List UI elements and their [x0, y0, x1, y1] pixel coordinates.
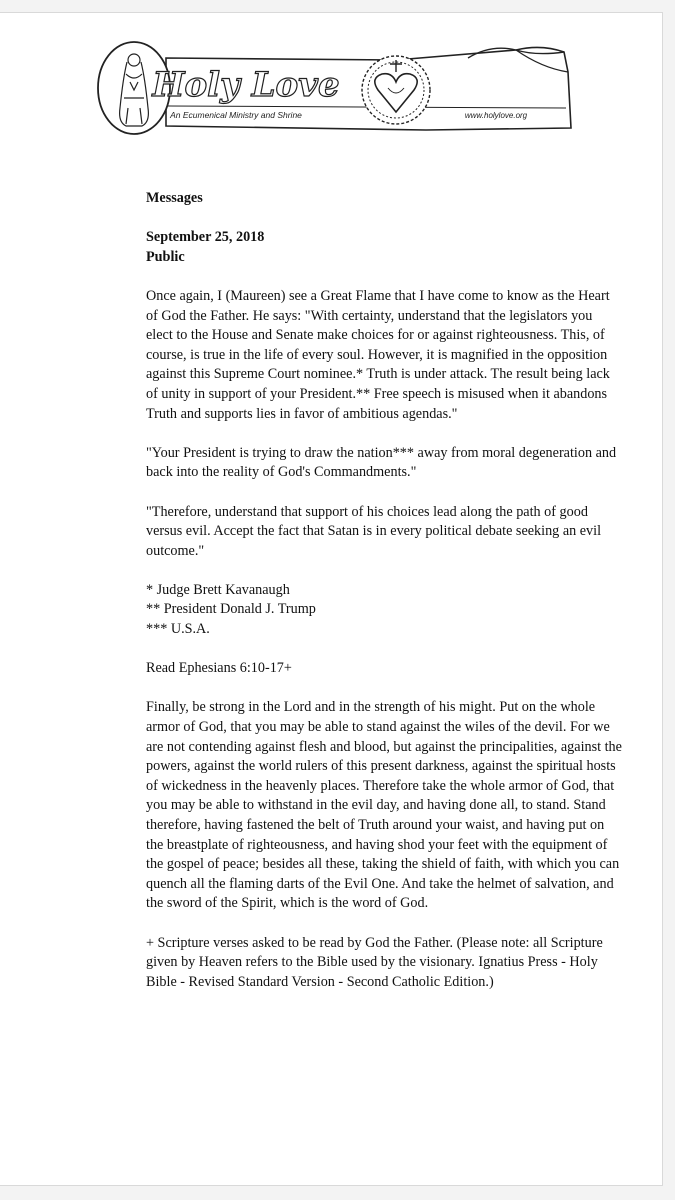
scripture-text: Finally, be strong in the Lord and in the strength of his might. Put on the whole armor of God, that you may be able to stand against the wiles of the devil. For we are not contending against flesh and blood, but against the principalities, against the powers, against the world rulers of this present darkness, against the spiritual hosts of wickedness in the heavenly places. Therefore take the whole armor of God, that you may be able to withstand in the evil day, and having done all, to stand. Stand therefore, having fastened the belt of Truth around your waist, and having put on the breastplate of righteousness, and having shod your feet with the equipment of the gospel of peace; besides all these, taking the shield of faith, with which you can quench all the flaming darts of the Evil One. And take the helmet of salvation, and the sword of the Spirit, which is the word of God. — [146, 699, 622, 912]
logo-title: Holy Love — [152, 65, 340, 105]
footnote-1: * Judge Brett Kavanaugh — [146, 581, 290, 598]
message-paragraph-1: Once again, I (Maureen) see a Great Flame that I have come to know as the Heart of God the Father. He says: "With certainty, understand that the legislators you elect to the House and Senate make choices for or against righteousness. This, of course, is true in the life of every soul. However, it is magnified in the opposition against this Supreme Court nominee.* Truth is under attack. The result being lack of unity in support of your President.** Free speech is misused when it abandons Truth and supports lies in favor of ambitious agendas." — [146, 287, 610, 422]
sacred-heart-icon — [362, 56, 430, 124]
message-paragraph-2: "Your President is trying to draw the nation*** away from moral degeneration and back into the reality of God's Commandments." — [146, 444, 617, 481]
message-paragraph-3: "Therefore, understand that support of his choices lead along the path of good versus evil. Accept the fact that Satan is in every political debate seeking an evil outcome." — [146, 503, 602, 559]
footnote-2: ** President Donald J. Trump — [146, 601, 316, 618]
holy-love-logo — [96, 38, 576, 138]
logo-subtitle: An Ecumenical Ministry and Shrine — [170, 110, 302, 120]
logo-url: www.holylove.org — [464, 111, 528, 120]
message-content — [146, 189, 622, 992]
scripture-note: + Scripture verses asked to be read by God the Father. (Please note: all Scripture given by Heaven refers to the Bible used by the visionary. Ignatius Press - Holy Bible - Revised Standard Version - Second Catholic Edition.) — [146, 934, 603, 990]
section-title: Messages — [146, 190, 203, 206]
message-date: September 25, 2018 — [146, 229, 265, 246]
message-audience: Public — [146, 248, 185, 265]
footnote-3: *** U.S.A. — [146, 621, 210, 638]
document-page — [0, 12, 663, 1186]
scripture-reference: Read Ephesians 6:10-17+ — [146, 660, 292, 677]
